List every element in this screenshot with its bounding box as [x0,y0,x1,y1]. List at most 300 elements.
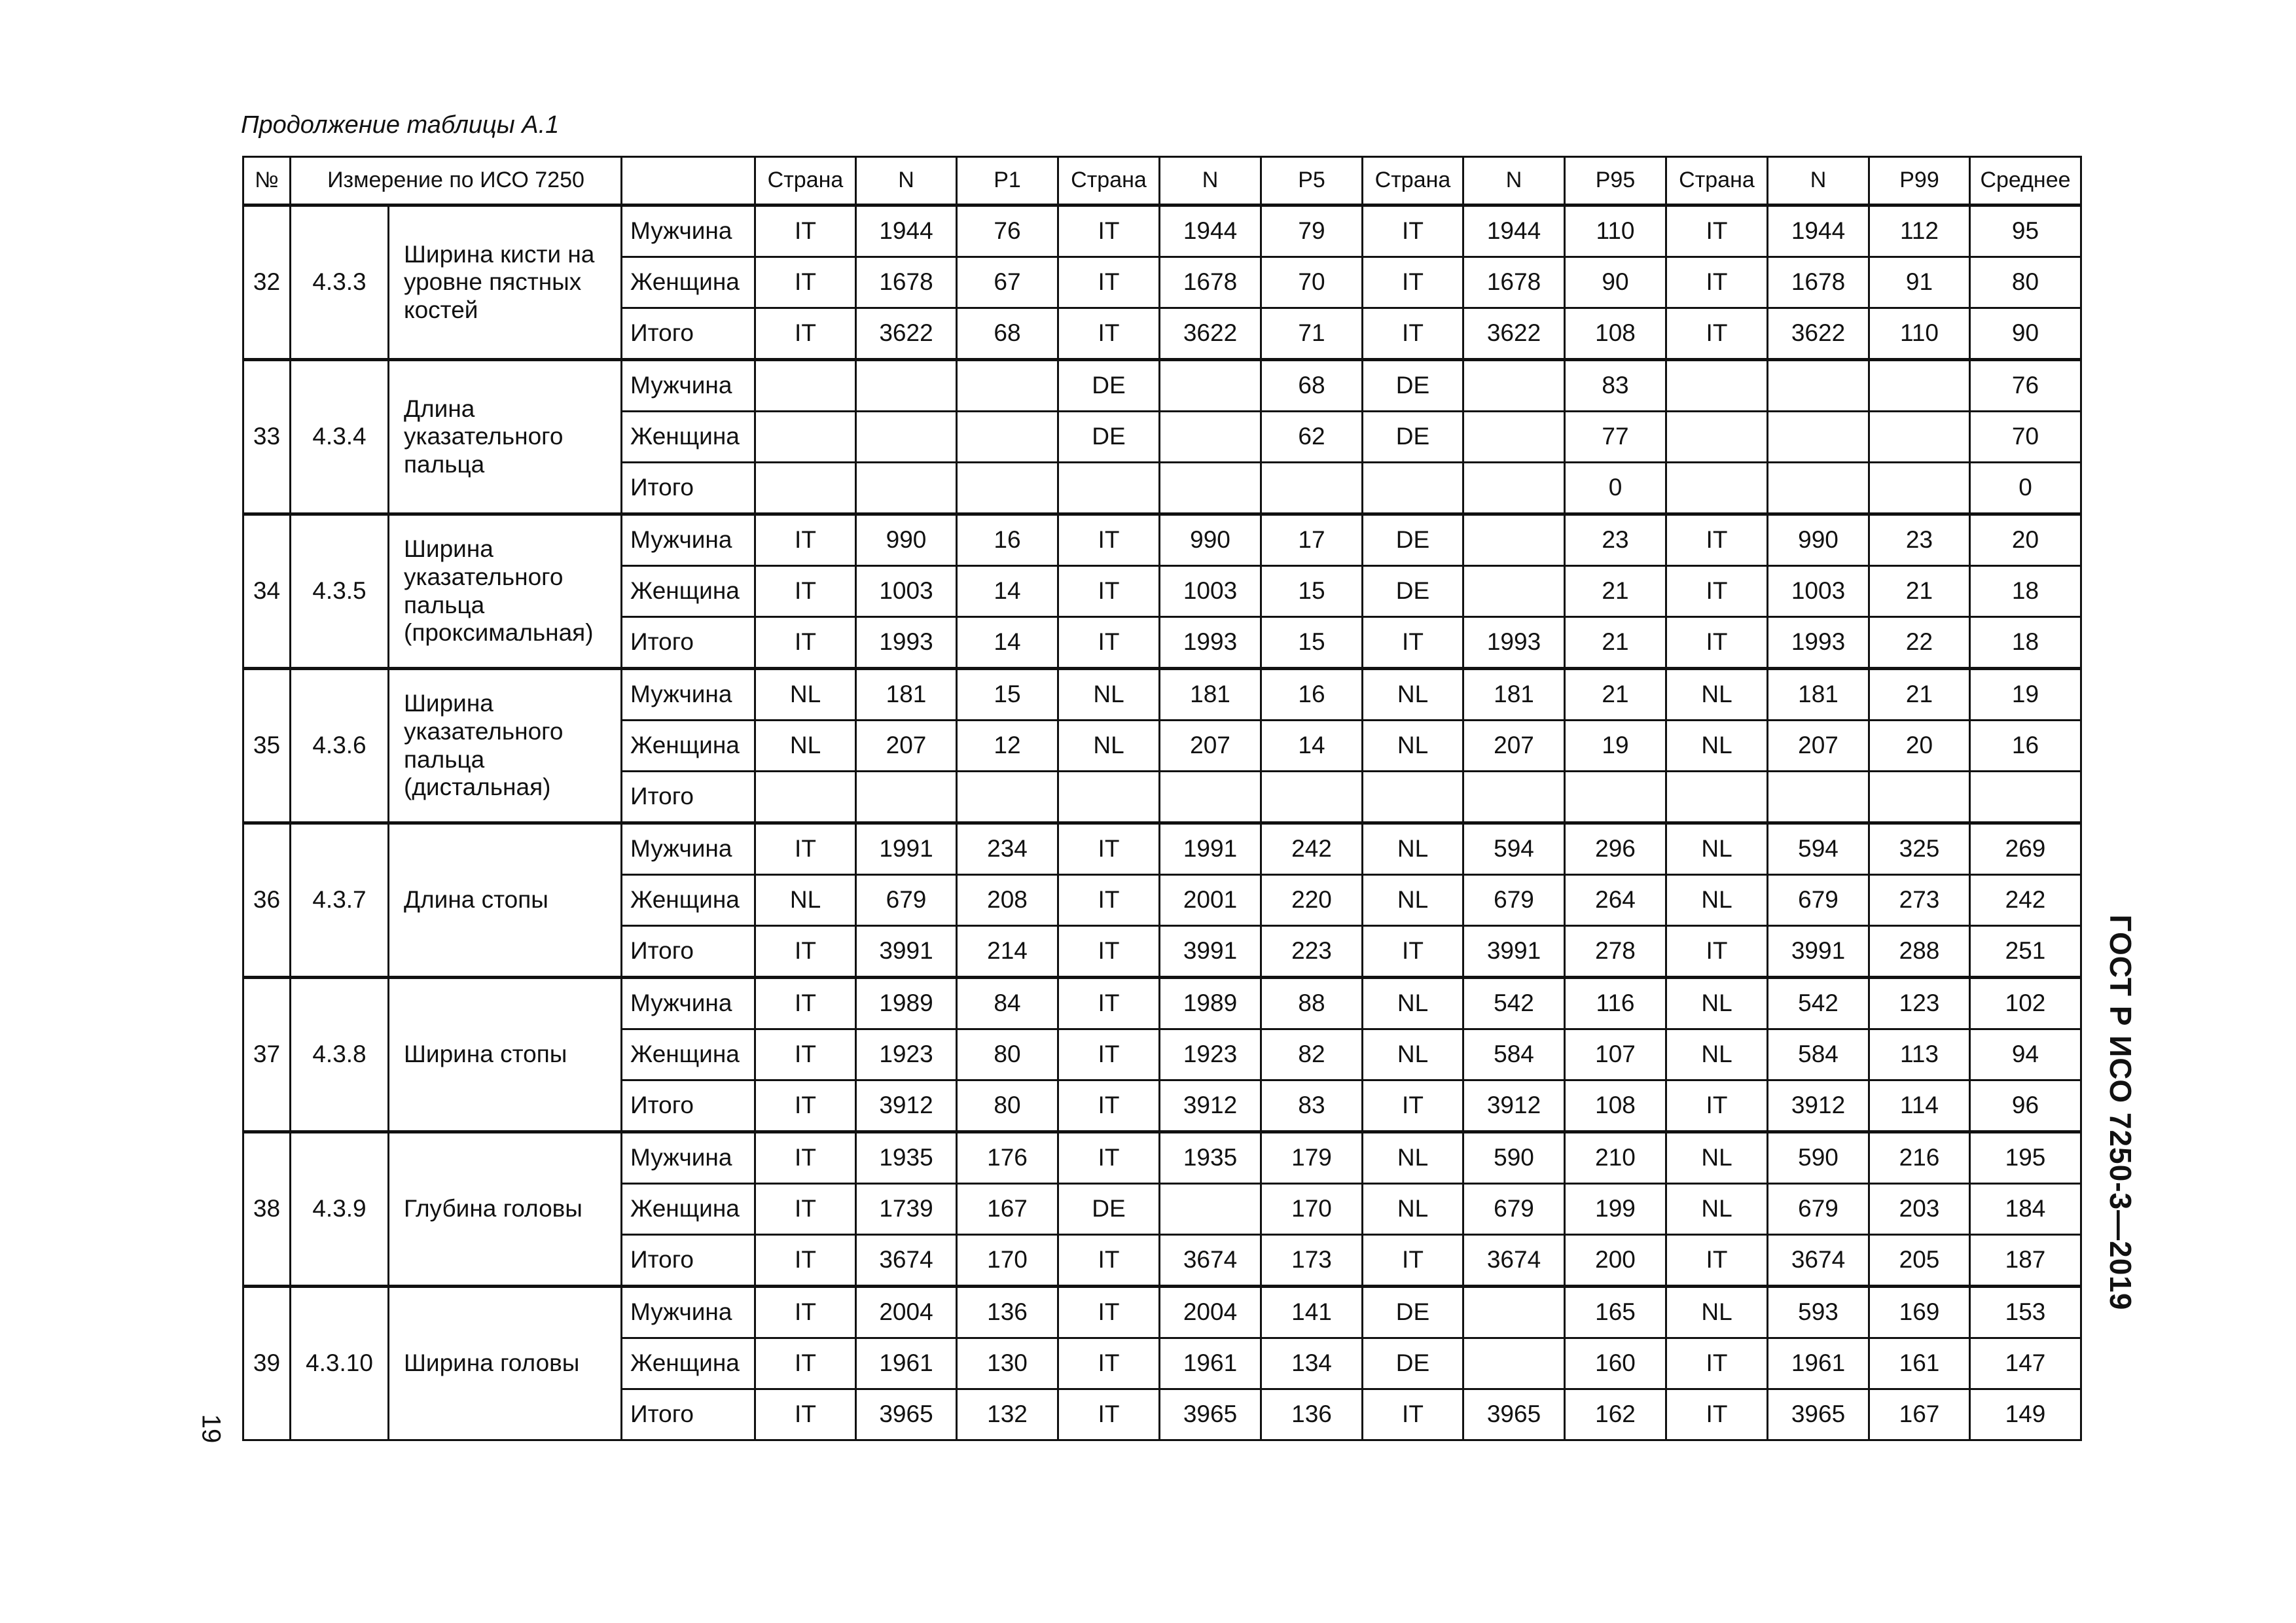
table-cell: NL [1363,875,1463,926]
table-cell: 223 [1261,926,1363,978]
table-cell: 1678 [1768,257,1869,308]
table-cell: 116 [1565,978,1666,1029]
table-cell: NL [1666,875,1768,926]
table-cell: 15 [1261,566,1363,617]
table-cell [1261,463,1363,514]
table-cell: IT [1666,926,1768,978]
data-table [242,156,2082,1441]
table-cell: IT [755,823,856,875]
table-cell: IT [755,1389,856,1440]
gender-cell: Мужчина [622,514,755,566]
row-number: 39 [243,1287,291,1440]
table-cell: IT [1666,1338,1768,1389]
measurement-name: Глубина головы [389,1132,622,1287]
table-cell: IT [1666,308,1768,360]
gender-cell: Мужчина [622,669,755,721]
table-cell: IT [1363,1080,1463,1132]
table-cell: 107 [1565,1029,1666,1080]
table-cell [755,772,856,823]
table-cell: 108 [1565,308,1666,360]
table-cell: 288 [1869,926,1970,978]
header-n: N [1160,157,1261,205]
table-cell: 1989 [856,978,957,1029]
table-cell [1666,772,1768,823]
table-cell [957,772,1058,823]
table-cell: IT [1666,514,1768,566]
table-cell: NL [1058,669,1160,721]
table-cell [1160,360,1261,412]
table-cell: IT [755,1287,856,1338]
gender-cell: Женщина [622,566,755,617]
table-cell: 82 [1261,1029,1363,1080]
row-number: 38 [243,1132,291,1287]
table-cell: 208 [957,875,1058,926]
table-cell: 1678 [1463,257,1565,308]
table-cell: 3965 [1768,1389,1869,1440]
table-cell [1869,360,1970,412]
row-number: 34 [243,514,291,669]
table-cell: 170 [957,1235,1058,1287]
header-country: Страна [1666,157,1768,205]
table-cell: 134 [1261,1338,1363,1389]
table-cell: NL [1666,823,1768,875]
table-cell: IT [1058,1287,1160,1338]
table-cell: 207 [1463,721,1565,772]
table-cell: NL [1666,721,1768,772]
table-cell: 3912 [1768,1080,1869,1132]
gender-cell: Женщина [622,875,755,926]
table-cell: 83 [1565,360,1666,412]
gender-cell: Женщина [622,1029,755,1080]
table-cell: 21 [1565,566,1666,617]
gender-cell: Женщина [622,1338,755,1389]
header-measurement: Измерение по ИСО 7250 [291,157,622,205]
table-cell: 1993 [1768,617,1869,669]
table-cell: NL [1363,721,1463,772]
gender-cell: Мужчина [622,1132,755,1184]
table-cell: 70 [1970,412,2081,463]
table-cell: 132 [957,1389,1058,1440]
table-cell: 214 [957,926,1058,978]
table-cell: 1961 [856,1338,957,1389]
row-number: 37 [243,978,291,1132]
table-cell: 16 [957,514,1058,566]
table-cell: 114 [1869,1080,1970,1132]
table-cell: DE [1058,360,1160,412]
measurement-code: 4.3.6 [291,669,389,823]
gender-cell: Итого [622,1389,755,1440]
table-cell [1058,463,1160,514]
table-caption: Продолжение таблицы А.1 [241,111,560,139]
table-cell: IT [1363,205,1463,257]
header-n: N [1768,157,1869,205]
table-cell: 1944 [1463,205,1565,257]
table-cell: 141 [1261,1287,1363,1338]
table-cell: 3674 [856,1235,957,1287]
table-cell: IT [755,926,856,978]
gender-cell: Женщина [622,257,755,308]
table-cell: 594 [1463,823,1565,875]
table-cell: 77 [1565,412,1666,463]
table-cell: IT [1058,1338,1160,1389]
table-cell: IT [1058,875,1160,926]
table-cell: 21 [1565,669,1666,721]
table-cell: IT [1363,617,1463,669]
table-cell: 149 [1970,1389,2081,1440]
table-cell [856,772,957,823]
table-cell: 94 [1970,1029,2081,1080]
table-cell: NL [1363,1132,1463,1184]
gender-cell: Мужчина [622,205,755,257]
table-cell: 96 [1970,1080,2081,1132]
table-cell [1869,463,1970,514]
table-cell [1768,463,1869,514]
table-cell: 200 [1565,1235,1666,1287]
table-cell: 3912 [1160,1080,1261,1132]
gender-cell: Женщина [622,1184,755,1235]
table-cell: 1003 [1160,566,1261,617]
table-cell: 0 [1565,463,1666,514]
measurement-name: Ширина указательного пальца (дистальная) [389,669,622,823]
table-cell: 251 [1970,926,2081,978]
table-cell: 3622 [1463,308,1565,360]
table-cell: 102 [1970,978,2081,1029]
table-cell: 264 [1565,875,1666,926]
table-cell: 130 [957,1338,1058,1389]
table-cell: 153 [1970,1287,2081,1338]
table-cell [1666,412,1768,463]
table-cell: IT [755,514,856,566]
measurement-name: Длина указательного пальца [389,360,622,514]
row-number: 35 [243,669,291,823]
table-cell: DE [1363,566,1463,617]
table-cell: IT [1058,1389,1160,1440]
table-row [243,978,2081,1029]
table-cell: 169 [1869,1287,1970,1338]
row-number: 32 [243,205,291,360]
table-cell [1363,772,1463,823]
gender-cell: Итого [622,617,755,669]
table-cell: 1923 [856,1029,957,1080]
table-cell: 207 [856,721,957,772]
measurement-name: Ширина головы [389,1287,622,1440]
header-num: № [243,157,291,205]
table-cell: 205 [1869,1235,1970,1287]
table-cell: IT [1666,1080,1768,1132]
header-p1: P1 [957,157,1058,205]
table-cell: 325 [1869,823,1970,875]
table-cell [856,360,957,412]
table-cell: 167 [957,1184,1058,1235]
table-cell: 15 [957,669,1058,721]
table-cell: 3674 [1463,1235,1565,1287]
table-cell: 3991 [1768,926,1869,978]
table-cell: 21 [1565,617,1666,669]
table-cell: IT [755,257,856,308]
table-cell: IT [1666,205,1768,257]
table-cell: DE [1363,360,1463,412]
table-cell [1463,1338,1565,1389]
table-cell: 113 [1869,1029,1970,1080]
measurement-code: 4.3.5 [291,514,389,669]
table-cell: NL [755,721,856,772]
table-cell: 173 [1261,1235,1363,1287]
table-cell [1160,463,1261,514]
table-cell: 23 [1869,514,1970,566]
table-cell: 1989 [1160,978,1261,1029]
table-cell: NL [1666,1184,1768,1235]
table-cell: IT [755,1029,856,1080]
header-blank [622,157,755,205]
table-cell: 176 [957,1132,1058,1184]
table-cell: 123 [1869,978,1970,1029]
table-cell: 1993 [1160,617,1261,669]
table-cell: NL [755,875,856,926]
table-cell: 19 [1565,721,1666,772]
gender-cell: Итого [622,1080,755,1132]
table-cell: 80 [1970,257,2081,308]
table-cell [1768,772,1869,823]
table-cell: 242 [1261,823,1363,875]
table-cell: 220 [1261,875,1363,926]
table-cell: IT [1058,1132,1160,1184]
table-cell [755,412,856,463]
table-row [243,669,2081,721]
table-cell: 91 [1869,257,1970,308]
gender-cell: Мужчина [622,823,755,875]
table-cell: DE [1058,412,1160,463]
header-n: N [856,157,957,205]
table-cell: 3622 [1160,308,1261,360]
table-cell: 3912 [1463,1080,1565,1132]
table-cell: 68 [1261,360,1363,412]
table-cell [1463,566,1565,617]
table-cell: 67 [957,257,1058,308]
table-cell: IT [1666,617,1768,669]
table-cell: 1961 [1160,1338,1261,1389]
table-cell: 181 [1160,669,1261,721]
table-row [243,1287,2081,1338]
header-row [243,157,2081,205]
table-cell: 83 [1261,1080,1363,1132]
table-cell: IT [755,978,856,1029]
measurement-code: 4.3.4 [291,360,389,514]
table-cell: 14 [1261,721,1363,772]
table-cell: IT [1058,205,1160,257]
table-cell: NL [1666,1287,1768,1338]
table-cell: 990 [1768,514,1869,566]
table-cell: IT [1363,308,1463,360]
table-cell: IT [1363,926,1463,978]
header-p5: P5 [1261,157,1363,205]
gender-cell: Итого [622,308,755,360]
table-cell: 3991 [1160,926,1261,978]
header-country: Страна [755,157,856,205]
table-cell: DE [1058,1184,1160,1235]
table-cell [957,463,1058,514]
measurement-code: 4.3.10 [291,1287,389,1440]
table-cell: 17 [1261,514,1363,566]
table-cell: 1961 [1768,1338,1869,1389]
table-cell: 1944 [1768,205,1869,257]
table-cell [1463,772,1565,823]
table-cell: 990 [1160,514,1261,566]
measurement-name: Ширина указательного пальца (проксимальная) [389,514,622,669]
table-cell: 1944 [856,205,957,257]
table-cell: 80 [957,1029,1058,1080]
table-cell: 278 [1565,926,1666,978]
table-cell [1666,463,1768,514]
table-cell [1970,772,2081,823]
table-cell: 179 [1261,1132,1363,1184]
measurement-code: 4.3.9 [291,1132,389,1287]
table-cell: 15 [1261,617,1363,669]
table-cell: 296 [1565,823,1666,875]
table-cell [1869,412,1970,463]
measurement-code: 4.3.7 [291,823,389,978]
header-n: N [1463,157,1565,205]
table-cell: IT [1058,926,1160,978]
table-cell [1261,772,1363,823]
table-cell: 1991 [856,823,957,875]
table-cell: IT [1058,1080,1160,1132]
table-cell: IT [755,205,856,257]
table-cell: 20 [1970,514,2081,566]
table-cell [755,360,856,412]
table-cell: 3991 [1463,926,1565,978]
table-cell: 162 [1565,1389,1666,1440]
table-cell: 3674 [1160,1235,1261,1287]
table-cell: IT [1058,823,1160,875]
table-cell: 584 [1768,1029,1869,1080]
table-cell: IT [1363,1389,1463,1440]
table-cell: 181 [856,669,957,721]
header-mean: Среднее [1970,157,2081,205]
table-cell: NL [1363,1029,1463,1080]
table-cell [856,412,957,463]
document-title: ГОСТ Р ИСО 7250-3—2019 [2104,914,2138,1311]
table-cell: 3622 [1768,308,1869,360]
table-cell: 3622 [856,308,957,360]
table-cell: 210 [1565,1132,1666,1184]
table-cell [957,360,1058,412]
table-cell: NL [1363,823,1463,875]
table-cell: 23 [1565,514,1666,566]
table-cell: 136 [1261,1389,1363,1440]
table-cell: 187 [1970,1235,2081,1287]
table-cell: 679 [1768,875,1869,926]
table-cell: 18 [1970,617,2081,669]
table-cell: 62 [1261,412,1363,463]
header-country: Страна [1363,157,1463,205]
table-cell: 76 [957,205,1058,257]
table-cell [1058,772,1160,823]
table-cell: 273 [1869,875,1970,926]
table-cell: NL [755,669,856,721]
table-cell: NL [1666,978,1768,1029]
gender-cell: Мужчина [622,360,755,412]
table-cell: IT [755,1080,856,1132]
table-row [243,360,2081,412]
table-cell: IT [755,1235,856,1287]
table-cell: 3674 [1768,1235,1869,1287]
table-cell [1463,1287,1565,1338]
table-cell: 542 [1463,978,1565,1029]
table-cell: NL [1666,669,1768,721]
table-cell: IT [755,1132,856,1184]
table-cell: 170 [1261,1184,1363,1235]
table-cell: 88 [1261,978,1363,1029]
page-number: 19 [196,1414,226,1444]
table-cell: 203 [1869,1184,1970,1235]
table-cell: 181 [1463,669,1565,721]
table-cell: DE [1363,1287,1463,1338]
table-cell: 3965 [1160,1389,1261,1440]
table-cell: IT [1058,308,1160,360]
table-cell: IT [1058,617,1160,669]
table-cell: DE [1363,412,1463,463]
table-cell: 14 [957,566,1058,617]
table-cell: IT [1058,1235,1160,1287]
table-cell [1768,360,1869,412]
table-cell: 147 [1970,1338,2081,1389]
table-cell: IT [755,617,856,669]
table-cell: DE [1363,1338,1463,1389]
table-cell: IT [1363,257,1463,308]
table-cell [755,463,856,514]
table-cell: 1944 [1160,205,1261,257]
table-cell: IT [1363,1235,1463,1287]
table-cell: 594 [1768,823,1869,875]
table-cell: IT [755,1184,856,1235]
measurement-code: 4.3.3 [291,205,389,360]
table-cell: 181 [1768,669,1869,721]
table-cell: 1991 [1160,823,1261,875]
table-cell: 199 [1565,1184,1666,1235]
table-cell: 990 [856,514,957,566]
gender-cell: Итого [622,1235,755,1287]
table-cell: IT [1058,514,1160,566]
table-cell: NL [1666,1029,1768,1080]
table-cell: 184 [1970,1184,2081,1235]
table-cell: 1678 [1160,257,1261,308]
table-cell [1463,412,1565,463]
table-cell: 2004 [1160,1287,1261,1338]
table-row [243,1132,2081,1184]
table-cell: 679 [1463,875,1565,926]
table-cell: 679 [1463,1184,1565,1235]
table-cell: 1003 [1768,566,1869,617]
table-cell [1160,1184,1261,1235]
table-cell: IT [755,308,856,360]
table-cell: 0 [1970,463,2081,514]
measurement-name: Ширина стопы [389,978,622,1132]
table-body [243,205,2081,1440]
table-cell: 79 [1261,205,1363,257]
table-cell: 216 [1869,1132,1970,1184]
table-cell: 590 [1463,1132,1565,1184]
table-cell: 80 [957,1080,1058,1132]
table-cell: 3965 [1463,1389,1565,1440]
table-cell: 136 [957,1287,1058,1338]
table-cell [856,463,957,514]
gender-cell: Женщина [622,412,755,463]
header-country: Страна [1058,157,1160,205]
table-cell: 110 [1565,205,1666,257]
table-cell [1463,514,1565,566]
table-cell: 1678 [856,257,957,308]
table-cell: 18 [1970,566,2081,617]
